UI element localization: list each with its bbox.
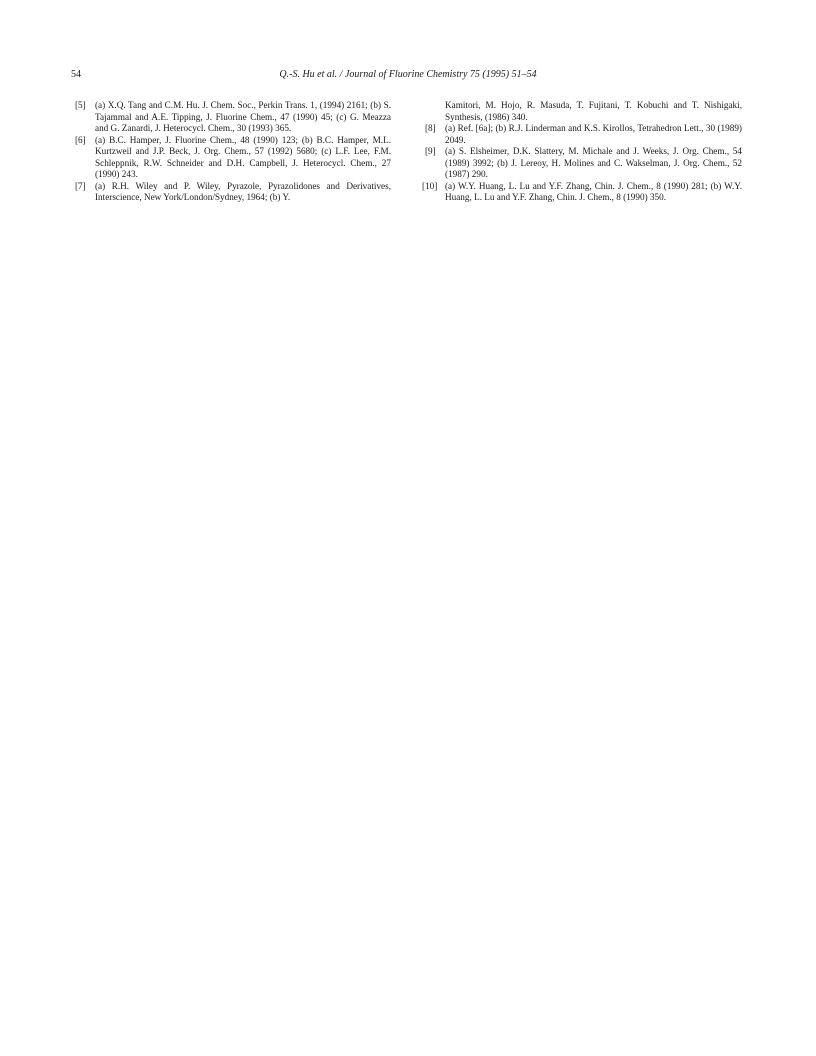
reference-number: [7] (75, 180, 86, 191)
page-number: 54 (71, 69, 81, 80)
reference-text: (a) S. Elsheimer, D.K. Slattery, M. Michale and J. Weeks, J. Org. Chem., 54 (1989) 3992; (b) J. Lereoy, H. Molines and C. Wakselman, J. Org. Chem., 52 (1987) 290. (445, 146, 742, 179)
reference-number: [5] (75, 100, 86, 110)
running-head: Q.-S. Hu et al. / Journal of Fluorine Chemistry 75 (1995) 51–54 (279, 69, 537, 80)
reference-number: [10] (422, 180, 438, 191)
reference-text: (a) W.Y. Huang, L. Lu and Y.F. Zhang, Chin. J. Chem., 8 (1990) 281; (b) W.Y. Huang, L. Lu and Y.F. Zhang, Chin. J. Chem., 8 (1990) 350. (445, 180, 742, 202)
reference-text: (a) R.H. Wiley and P. Wiley, Pyrazole, Pyrazolidones and Derivatives, Interscience, New York/London/Sydney, 1964; (b) Y. (95, 180, 391, 202)
reference-text: Kamitori, M. Hojo, R. Masuda, T. Fujitani, T. Kobuchi and T. Nishigaki, Synthesis, (1986) 340. (445, 100, 742, 122)
reference-5 (75, 100, 391, 135)
reference-text: (a) B.C. Hamper, J. Fluorine Chem., 48 (1990) 123; (b) B.C. Hamper, M.L. Kurtzweil and J.P. Beck, J. Org. Chem., 57 (1992) 5680; (c) L.F. Lee, F.M. Schleppnik, R.W. Schneider and D.H. Campbell, J. Heterocycl. Chem., 27 (1990) 243. (95, 134, 391, 179)
reference-7 (75, 181, 391, 204)
reference-10 (422, 180, 742, 204)
reference-6 (75, 135, 391, 181)
references-left-column (75, 100, 391, 204)
reference-8 (425, 123, 742, 146)
reference-9 (425, 146, 742, 181)
reference-text: (a) Ref. [6a]; (b) R.J. Linderman and K.S. Kirollos, Tetrahedron Lett., 30 (1989) 2049. (445, 123, 742, 145)
reference-number: [6] (75, 134, 86, 145)
reference-number: [9] (425, 146, 436, 156)
reference-number: [8] (425, 123, 436, 133)
references-right-column (422, 100, 742, 204)
reference-text: (a) X.Q. Tang and C.M. Hu. J. Chem. Soc., Perkin Trans. 1, (1994) 2161; (b) S. Tajammal and A.E. Tipping, J. Fluorine Chem., 47 (1990) 45; (c) G. Meazza and G. Zanardi, J. Heterocycl. Chem., 30 (1993) 365. (95, 100, 391, 133)
reference-7-continued (425, 100, 742, 123)
